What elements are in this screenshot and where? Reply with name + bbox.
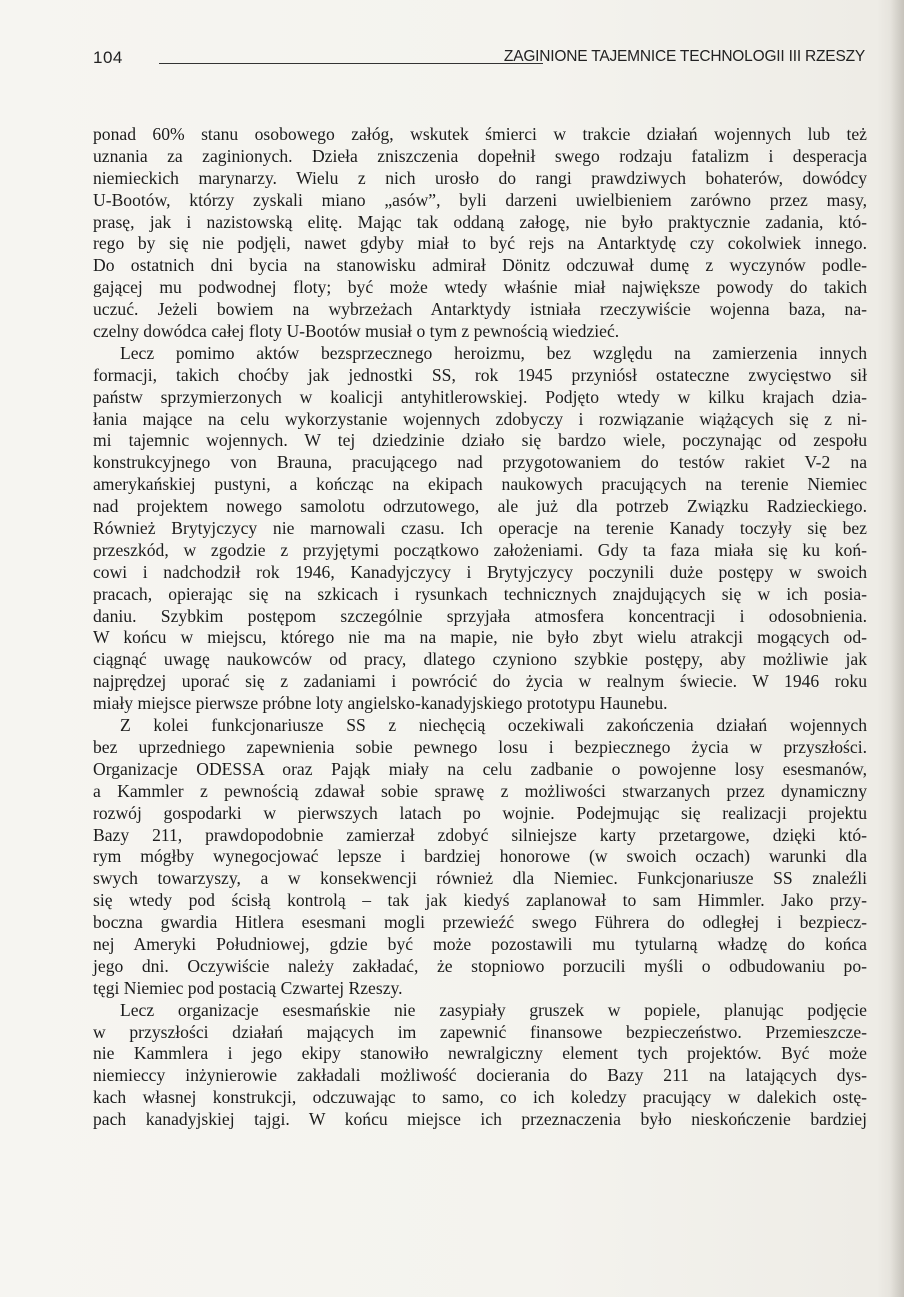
text-line: nej Ameryki Południowej, gdzie być może pozostawili mu tytularną władzę do końca: [93, 933, 867, 954]
text-line: przeszkód, w zgodzie z przyjętymi początkowo założeniami. Gdy ta faza miała się ku koń-: [93, 539, 867, 560]
page-edge-shadow: [890, 0, 904, 1297]
text-line: nad projektem nowego samolotu odrzutowego, ale już dla potrzeb Związku Radzieckiego.: [93, 496, 867, 517]
text-line: amerykańskiej pustyni, a kończąc na ekipach naukowych pracujących na terenie Niemiec: [93, 474, 867, 495]
text-line: Do ostatnich dni bycia na stanowisku admirał Dönitz odczuwał dumę z wyczynów podle-: [93, 255, 867, 276]
text-line: bez uprzedniego zapewnienia sobie pewnego losu i bezpiecznego życia w przyszłości.: [93, 736, 867, 757]
text-line: się wtedy pod ścisłą kontrolą – tak jak kiedyś zaplanował to sam Himmler. Jako przy-: [93, 890, 867, 911]
text-line: niemieccy inżynierowie zakładali możliwość docierania do Bazy 211 na latających dys-: [93, 1065, 867, 1086]
text-line: pracach, opierając się na szkicach i rysunkach technicznych znajdujących się w ich posia-: [93, 583, 867, 604]
running-title: ZAGINIONE TAJEMNICE TECHNOLOGII III RZESZY: [503, 48, 865, 65]
text-line: boczna gwardia Hitlera esesmani mogli przewieźć swego Führera do odległej i bezpiecz-: [93, 912, 867, 933]
text-line: państw sprzymierzonych w koalicji antyhitlerowskiej. Podjęto wtedy w kilku krajach dzia-: [93, 386, 867, 407]
text-line: swych towarzyszy, a w konsekwencji również dla Niemiec. Funkcjonariusze SS znaleźli: [93, 868, 867, 889]
text-line: kach własnej konstrukcji, odczuwając to samo, co ich koledzy pracujący w dalekich ostę-: [93, 1087, 867, 1108]
text-line: Również Brytyjczycy nie marnowali czasu. Ich operacje na terenie Kanady toczyły się bez: [93, 518, 867, 539]
text-line: U-Bootów, którzy zyskali miano „asów”, byli darzeni uwielbieniem zarówno przez masy,: [93, 189, 867, 210]
text-line: Bazy 211, prawdopodobnie zamierzał zdobyć silniejsze karty przetargowe, dzięki któ-: [93, 824, 867, 845]
text-line: uznania za zaginionych. Dzieła zniszczenia dopełnił swego rodzaju fatalizm i desperacja: [93, 145, 867, 166]
text-line: Lecz pomimo aktów bezsprzecznego heroizmu, bez względu na zamierzenia innych: [120, 342, 867, 363]
text-line: mi tajemnic wojennych. W tej dziedzinie działo się bardzo wiele, poczynając od zespołu: [93, 430, 867, 451]
text-line: prasę, jak i nazistowską elitę. Mając tak oddaną załogę, nie było praktycznie zadania, któ-: [93, 211, 867, 232]
text-line: miały miejsce pierwsze próbne loty angielsko-kanadyjskiego prototypu Haunebu.: [93, 693, 668, 714]
text-line: w przyszłości działań mających im zapewnić finansowe bezpieczeństwo. Przemieszcze-: [93, 1021, 867, 1042]
header-rule: [159, 63, 543, 64]
text-line: formacji, takich choćby jak jednostki SS, rok 1945 przyniósł ostateczne zwycięstwo sił: [93, 364, 867, 385]
text-line: Z kolei funkcjonariusze SS z niechęcią oczekiwali zakończenia działań wojennych: [120, 715, 867, 736]
text-line: daniu. Szybkim postępom szczególnie sprzyjała atmosfera koncentracji i odosobnienia.: [93, 605, 867, 626]
text-line: czelny dowódca całej floty U-Bootów musiał o tym z pewnością wiedzieć.: [93, 321, 620, 342]
text-line: uczuć. Jeżeli bowiem na wybrzeżach Antarktydy istniała rzeczywiście wojenna baza, na-: [93, 299, 867, 320]
text-line: cowi i nadchodził rok 1946, Kanadyjczycy i Brytyjczycy poczynili duże postępy w swoich: [93, 561, 867, 582]
text-line: konstrukcyjnego von Brauna, pracującego nad przygotowaniem do testów rakiet V-2 na: [93, 452, 867, 473]
text-line: łania mające na celu wykorzystanie wojennych zdobyczy i rozwiązanie wiążących się z ni-: [93, 408, 867, 429]
text-line: ciągnąć uwagę naukowców od pracy, dlatego czyniono szybkie postępy, aby możliwie jak: [93, 649, 867, 670]
body-text: [93, 124, 867, 1131]
text-line: gającej mu podwodnej floty; być może wtedy właśnie miał największe powody do takich: [93, 277, 867, 298]
text-line: pach kanadyjskiej tajgi. W końcu miejsce ich przeznaczenia było nieskończenie bardziej: [93, 1109, 867, 1130]
text-line: ponad 60% stanu osobowego załóg, wskutek śmierci w trakcie działań wojennych lub też: [93, 124, 867, 144]
text-line: W końcu w miejscu, którego nie ma na mapie, nie było zbyt wielu atrakcji mogących od-: [93, 627, 867, 648]
text-line: jego dni. Oczywiście należy zakładać, że stopniowo porzucili myśli o odbudowaniu po-: [93, 955, 867, 976]
text-line: Lecz organizacje esesmańskie nie zasypiały gruszek w popiele, planując podjęcie: [120, 999, 867, 1020]
text-line: nie Kammlera i jego ekipy stanowiło newralgiczny element tych projektów. Być może: [93, 1043, 867, 1064]
page-header: [93, 44, 865, 74]
page-number: 104: [93, 48, 123, 67]
text-line: Organizacje ODESSA oraz Pająk miały na celu zadbanie o powojenne losy esesmanów,: [93, 758, 867, 779]
text-line: najprędzej uporać się z zadaniami i powrócić do życia w realnym świecie. W 1946 roku: [93, 671, 867, 692]
text-line: a Kammler z pewnością zdawał sobie sprawę z możliwości stwarzanych przez dynamiczny: [93, 780, 867, 801]
text-line: rozwój gospodarki w pierwszych latach po wojnie. Podejmując się realizacji projektu: [93, 802, 867, 823]
text-line: tęgi Niemiec pod postacią Czwartej Rzeszy.: [93, 977, 403, 998]
text-line: rego by się nie podjęli, nawet gdyby miał to być rejs na Antarktydę czy cokolwiek innego.: [93, 233, 867, 254]
text-line: niemieckich marynarzy. Wielu z nich urosło do rangi prawdziwych bohaterów, dowódcy: [93, 167, 867, 188]
text-line: rym mógłby wynegocjować lepsze i bardziej honorowe (w swoich oczach) warunki dla: [93, 846, 867, 867]
